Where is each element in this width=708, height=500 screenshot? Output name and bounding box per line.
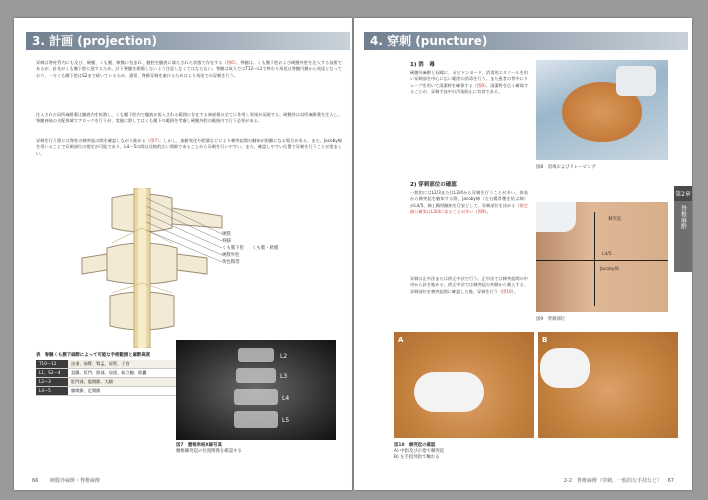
right-page — [354, 18, 692, 490]
photo-b-label: B — [542, 336, 548, 344]
paragraph-3: 穿刺を行う際には脊柱の棘突起の間を確認しながら進める（図7）。しかし、加齢変化や肥満などにより棘突起間の触知が困難になる場合がある。また、Jacoby線を用いることで穿刺部位の推定が可能であり、L4～5の間は比較的広い間隙であることから穿刺を行いやすい。また、確認しやすい位置で穿刺を行うことが望ましい。 — [36, 138, 342, 156]
fig8-caption: 図8 消毒およびドレーピング — [536, 165, 596, 170]
page-number-left: 66 — [32, 478, 39, 484]
xray-label-l5: L5 — [282, 417, 290, 424]
fig6-label-side: くも膜・軟膜 — [252, 246, 279, 251]
fig6-label-dura: 硬膜 — [222, 232, 231, 237]
fig10-sub-a: A) 中指及び示指で棘突起 — [394, 449, 445, 454]
xray-image — [176, 340, 336, 440]
fig10-sub-b: B) 左手指母指で触れる — [394, 455, 440, 460]
drape-photo — [536, 60, 668, 160]
table-row: L2～3 肛門部、股関節、大腿 — [36, 378, 184, 387]
site-photo — [536, 202, 668, 312]
subsection-title-1: 1) 消 毒 — [410, 62, 435, 68]
table-row: L4～5 膝関節、足関節 — [36, 387, 184, 396]
xray-vertebrae — [176, 340, 336, 440]
figure-ref[interactable]: 図8 — [477, 82, 484, 88]
section-heading: 4. 穿刺 (puncture) — [364, 32, 688, 50]
fig7-subcaption: 腰椎棘突起の位置関係を確認する — [176, 449, 242, 454]
photo-b — [538, 332, 678, 438]
paragraph-2: 注入された局所麻酔薬は髄液内を拡散し、くも膜下腔内で髄液が流入される範囲に存在する神経根の全てに作用し効果が発現する。硬膜外は局所麻酔薬を注入し、脊髄神経の支配領域でブロックを行うが、実施に際してはくも膜下の範囲を考慮し硬膜外腔の範囲内で行う必要がある。 — [36, 112, 342, 124]
figure-ref[interactable]: 図6 — [226, 60, 234, 65]
running-head-right: 2-2 脊椎麻酔（穿刺、一般的な手技など） — [563, 478, 662, 484]
fig10-caption: 図10 棘突起の確認 — [394, 443, 436, 448]
photo-a-label: A — [398, 336, 404, 344]
subsection-title-2: 2) 穿刺部位の確認 — [410, 182, 457, 188]
figure-ref[interactable]: 図9 — [477, 209, 485, 215]
left-page — [14, 18, 352, 490]
figure-ref[interactable]: 図7 — [150, 138, 157, 143]
xray-label-l4: L4 — [282, 395, 290, 402]
anesthesia-level-table — [36, 360, 184, 396]
table-row: L1、S2～4 直腸、肛門、陰部、尿道、前立腺、陰嚢 — [36, 369, 184, 378]
xray-label-l3: L3 — [280, 373, 288, 380]
table-title: 表 脊髄くも膜下麻酔によって可能な手術範囲と麻酔高度 — [36, 353, 151, 358]
fig7-caption: 図7 腰椎単純X線写真 — [176, 443, 222, 448]
section-heading: 3. 計画 (projection) — [26, 32, 350, 50]
fig6-label-cord: 脊髄 — [222, 239, 231, 244]
paragraph-1: 穿刺は脊柱管内にも及び、硬膜、くも膜、軟膜に包まれ、髄腔を髄液に満たされた状態で存在する（図6）。脊髄は、くも膜下腔および硬膜外腔を注入する技術であるが、針先がくも膜下腔に達するため、計下脊髄を損傷しないよう注意しなくてはならない。脊髄は成人ではT12～L1で終わり馬尾は脊髄円錐から馬尾となっており、一方くも膜下腔はS2まで続いているため、通常、脊椎穿刺を避けるためはより馬尾での穿刺を行う。 — [36, 60, 342, 78]
fig9-label-jacoby: Jacoby線 — [600, 267, 619, 272]
table-row: T10～12 虫垂、前腎、腎盂、尿管、子宮 — [36, 360, 184, 369]
page-number-right: 67 — [667, 478, 674, 484]
figure-ref[interactable]: 図10 — [502, 288, 512, 294]
chapter-tab: 第2章 脊椎麻酔 — [674, 186, 692, 272]
running-head-left: 硬膜外麻酔・脊椎麻酔 — [50, 478, 101, 484]
fig9-caption: 図9 穿刺部位 — [536, 317, 566, 322]
fig6-label-epidural: 硬膜外腔 — [222, 253, 240, 258]
xray-label-l2: L2 — [280, 353, 288, 360]
fig6-label-ligament: 黄色靱帯 — [222, 260, 240, 265]
spine-illustration — [72, 188, 272, 348]
paragraph-site: 一般的にはL2/3またはL3/4から穿刺を行うことが多い。体表から棘突起を触知する際、Jacoby線（左右腸骨稜を結ぶ線）がL4/5、棘上靱帯触知を目安として、穿刺部位を決める（推定値に確実はL3/4にあることが多い（図9）。 — [410, 190, 528, 215]
fig9-label-l45: L4/5 — [602, 252, 612, 257]
photo-a — [394, 332, 534, 438]
paragraph-approach: 穿刺は正中法または傍正中法で行う。正中法では棘突起間の中央から針を進める。傍正中法では棘突起の外側から刺入する。穿刺部位を棘突起間に確認した後、穿刺を行う（図10）。 — [410, 276, 528, 294]
fig6-label-subarachnoid: くも膜下腔 — [222, 246, 244, 251]
fig9-label-spinous: 棘突起 — [608, 217, 622, 222]
paragraph-disinfection: 硬膜外麻酔と同様に、ポビドンヨード、消毒用エタノールを用い穿刺部を中心に広い範囲の消毒を行う。また患者の背中にドレープを用いて清潔野を確保する（図8）。清潔野を広く確保することが、穿刺手技中の汚染防止に有効である。 — [410, 70, 529, 95]
